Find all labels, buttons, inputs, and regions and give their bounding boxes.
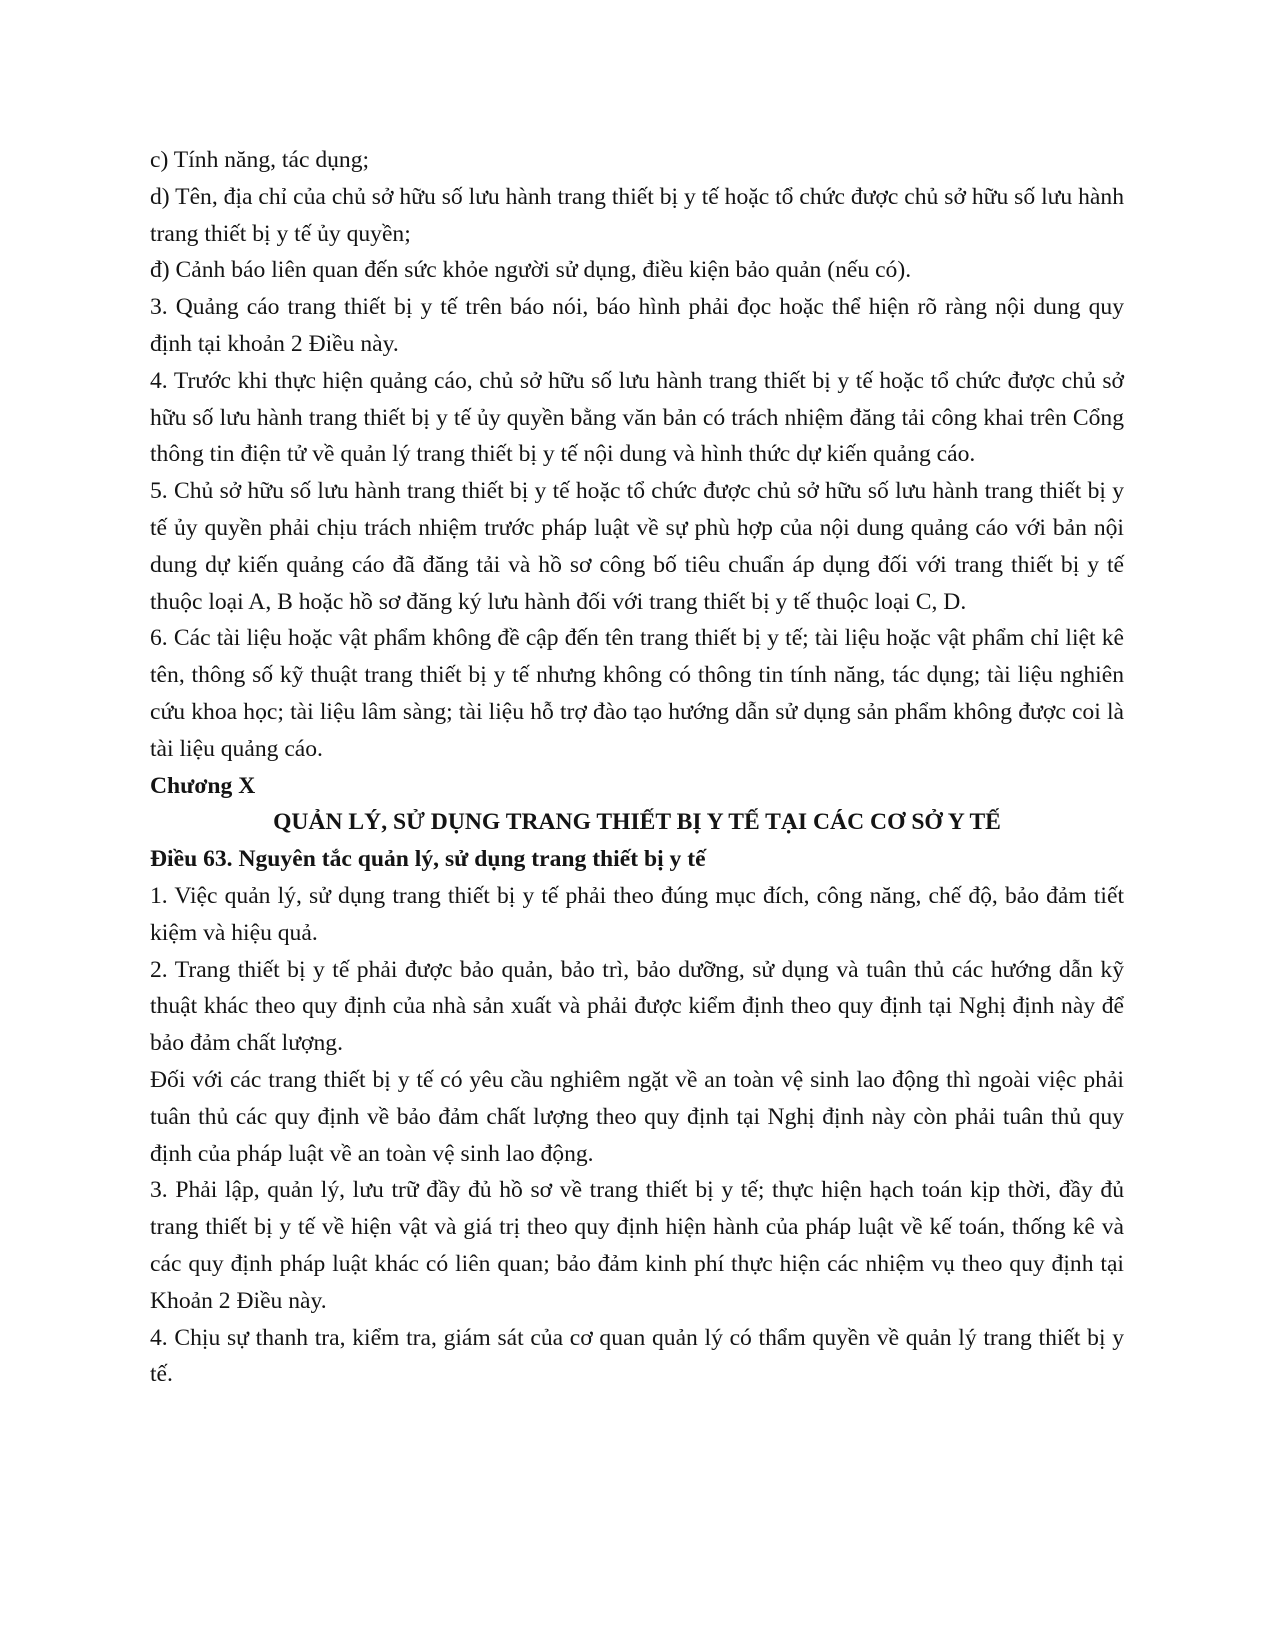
article-63-clause-2-note: Đối với các trang thiết bị y tế có yêu cầu nghiêm ngặt về an toàn vệ sinh lao động thì ngoài việc phải tuân thủ các quy định về bảo đảm chất lượng theo quy định tại Nghị định này còn phải tuân thủ quy định của pháp luật về an toàn vệ sinh lao động. [150,1066,1124,1167]
paragraph-c: c) Tính năng, tác dụng; [150,147,370,173]
paragraph-clause-5: 5. Chủ sở hữu số lưu hành trang thiết bị y tế hoặc tổ chức được chủ sở hữu số lưu hành trang thiết bị y tế ủy quyền phải chịu trách nhiệm trước pháp luật về sự phù hợp của nội dung quảng cáo với bản nội dung dự kiến quảng cáo đã đăng tải và hồ sơ công bố tiêu chuẩn áp dụng đối với trang thiết bị y tế thuộc loại A, B hoặc hồ sơ đăng ký lưu hành đối với trang thiết bị y tế thuộc loại C, D. [150,478,1124,615]
article-63-clause-4: 4. Chịu sự thanh tra, kiểm tra, giám sát của cơ quan quản lý có thẩm quyền về quản lý trang thiết bị y tế. [150,1324,1124,1388]
chapter-title: QUẢN LÝ, SỬ DỤNG TRANG THIẾT BỊ Y TẾ TẠI CÁC CƠ SỞ Y TẾ [273,809,1001,836]
article-63-clause-1: 1. Việc quản lý, sử dụng trang thiết bị y tế phải theo đúng mục đích, công năng, chế độ, bảo đảm tiết kiệm và hiệu quả. [150,882,1124,946]
article-63-clause-2: 2. Trang thiết bị y tế phải được bảo quản, bảo trì, bảo dưỡng, sử dụng và tuân thủ các hướng dẫn kỹ thuật khác theo quy định của nhà sản xuất và phải được kiểm định theo quy định tại Nghị định này để bảo đảm chất lượng. [150,956,1124,1057]
paragraph-clause-3: 3. Quảng cáo trang thiết bị y tế trên báo nói, báo hình phải đọc hoặc thể hiện rõ ràng nội dung quy định tại khoản 2 Điều này. [150,294,1124,357]
article-63-clause-3: 3. Phải lập, quản lý, lưu trữ đầy đủ hồ sơ về trang thiết bị y tế; thực hiện hạch toán kịp thời, đầy đủ trang thiết bị y tế về hiện vật và giá trị theo quy định hiện hành của pháp luật về kế toán, thống kê và các quy định pháp luật khác có liên quan; bảo đảm kinh phí thực hiện các nhiệm vụ theo quy định tại Khoản 2 Điều này. [150,1177,1124,1314]
paragraph-dd: đ) Cảnh báo liên quan đến sức khỏe người sử dụng, điều kiện bảo quản (nếu có). [150,257,912,284]
paragraph-clause-4: 4. Trước khi thực hiện quảng cáo, chủ sở hữu số lưu hành trang thiết bị y tế hoặc tổ chức được chủ sở hữu số lưu hành trang thiết bị y tế ủy quyền bằng văn bản có trách nhiệm đăng tải công khai trên Cổng thông tin điện tử về quản lý trang thiết bị y tế nội dung và hình thức dự kiến quảng cáo. [150,367,1124,468]
paragraph-d: d) Tên, địa chỉ của chủ sở hữu số lưu hành trang thiết bị y tế hoặc tổ chức được chủ sở hữu số lưu hành trang thiết bị y tế ủy quyền; [150,183,1124,247]
document-page [150,142,1124,1393]
chapter-label: Chương X [150,772,256,799]
paragraph-clause-6: 6. Các tài liệu hoặc vật phẩm không đề cập đến tên trang thiết bị y tế; tài liệu hoặc vật phẩm chỉ liệt kê tên, thông số kỹ thuật trang thiết bị y tế nhưng không có thông tin tính năng, tác dụng; tài liệu nghiên cứu khoa học; tài liệu lâm sàng; tài liệu hỗ trợ đào tạo hướng dẫn sử dụng sản phẩm không được coi là tài liệu quảng cáo. [150,625,1124,762]
article-title: Điều 63. Nguyên tắc quản lý, sử dụng trang thiết bị y tế [150,846,706,873]
